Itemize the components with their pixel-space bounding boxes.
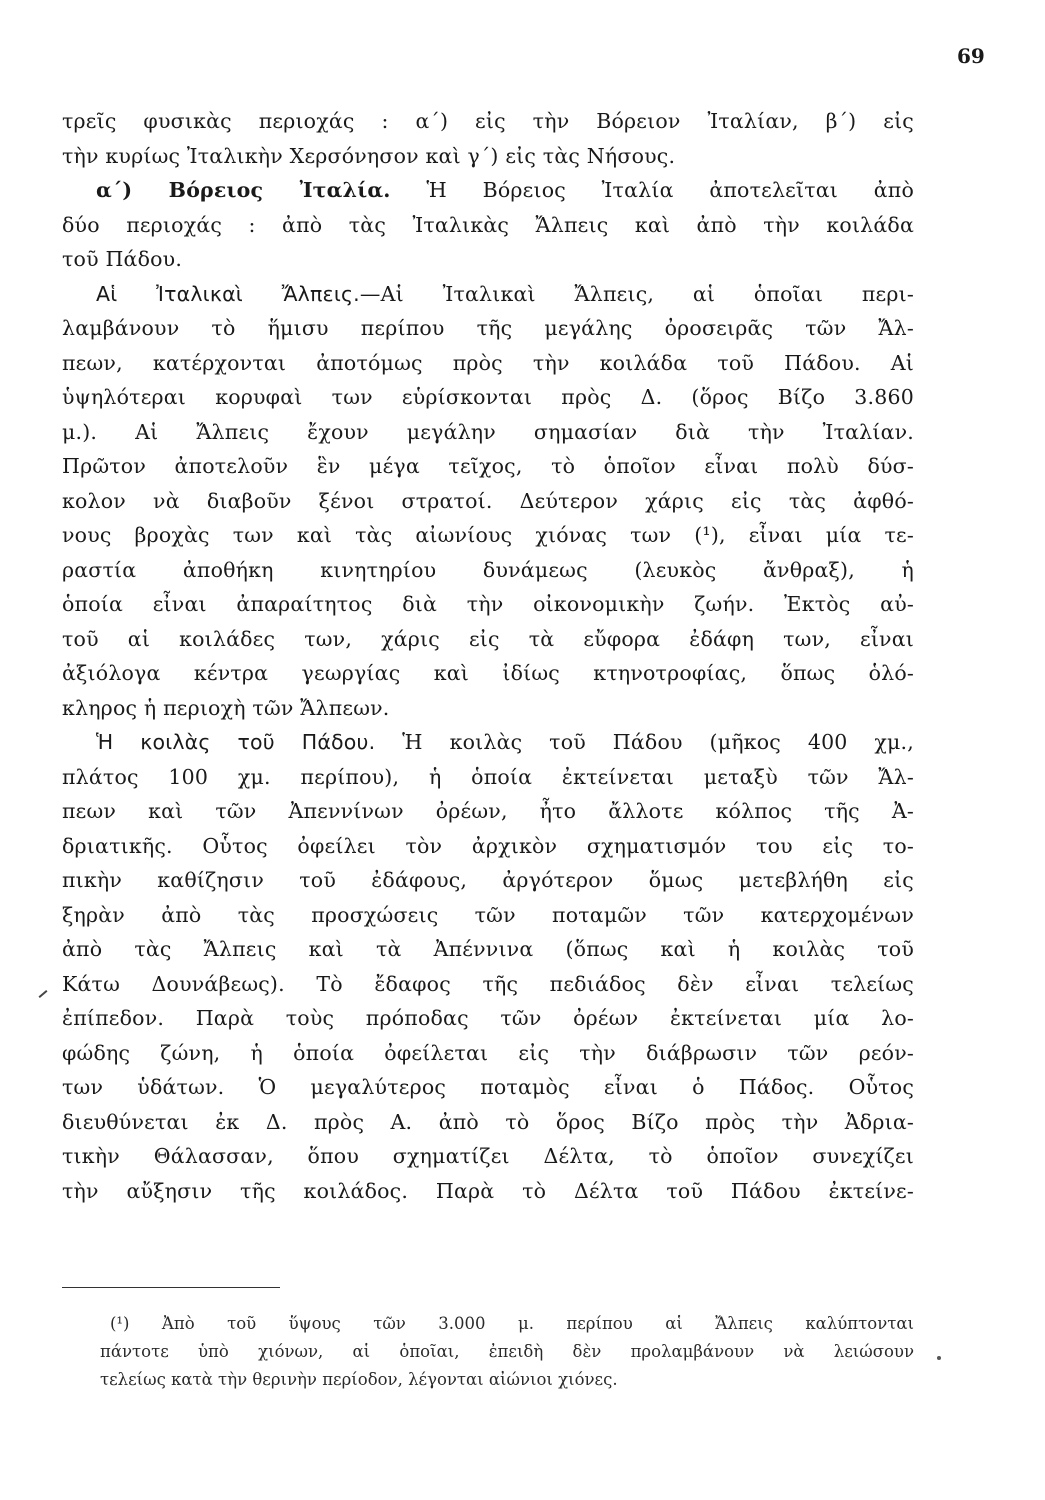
- body-text: [62, 104, 914, 1208]
- text-line: [62, 208, 914, 243]
- text-line: [62, 380, 914, 415]
- line-text: δύο περιοχάς : ἀπὸ τὰς Ἰταλικὰς Ἄλπεις καὶ ἀπὸ τὴν κοιλάδα: [62, 212, 914, 237]
- text-line: [62, 1001, 914, 1036]
- text-line: [62, 691, 914, 726]
- text-line: [62, 346, 914, 381]
- line-text: φώδης ζώνη, ἡ ὁποία ὀφείλεται εἰς τὴν διάβρωσιν τῶν ρεόν-: [62, 1040, 914, 1065]
- line-text: ἐπίπεδον. Παρὰ τοὺς πρόποδας τῶν ὀρέων ἐκτείνεται μία λο-: [62, 1006, 914, 1030]
- line-text: ραστία ἀποθήκη κινητηρίου δυνάμεως (λευκὸς ἄνθραξ), ἡ: [62, 557, 914, 582]
- print-mark: [39, 990, 48, 998]
- line-text: τικὴν Θάλασσαν, ὅπου σχηματίζει Δέλτα, τὸ ὁποῖον συνεχίζει: [62, 1144, 914, 1168]
- text-line: [62, 1036, 914, 1071]
- text-line: [62, 587, 914, 622]
- text-line: [62, 967, 914, 1002]
- line-text: πεων καὶ τῶν Ἀπεννίνων ὀρέων, ἦτο ἄλλοτε κόλπος τῆς Ἀ-: [62, 799, 914, 823]
- line-text: Ἡ Βόρειος Ἰταλία ἀποτελεῖται ἀπὸ: [390, 178, 914, 202]
- line-text: ὑψηλότεραι κορυφαὶ των εὑρίσκονται πρὸς Δ. (ὅρος Βίζο 3.860: [62, 385, 914, 409]
- footnote-line: [100, 1338, 914, 1366]
- line-text: διευθύνεται ἐκ Δ. πρὸς Α. ἀπὸ τὸ ὅρος Βίζο πρὸς τὴν Ἀδρια-: [62, 1109, 914, 1134]
- line-text: πικὴν καθίζησιν τοῦ ἐδάφους, ἀργότερον ὅμως μετεβλήθη εἰς: [62, 868, 914, 892]
- section-heading: Αἱ Ἰταλικαὶ Ἄλπεις.: [96, 281, 360, 306]
- line-text: Κάτω Δουνάβεως). Τὸ ἔδαφος τῆς πεδιάδος δὲν εἶναι τελείως: [62, 971, 914, 996]
- text-line: [62, 1070, 914, 1105]
- line-text: μ.). Αἱ Ἄλπεις ἔχουν μεγάλην σημασίαν διὰ τὴν Ἰταλίαν.: [62, 419, 914, 444]
- text-line: [62, 1139, 914, 1174]
- text-line: [62, 139, 914, 174]
- section-heading: Ἡ κοιλὰς τοῦ Πάδου.: [96, 730, 376, 754]
- line-text: Ἡ κοιλὰς τοῦ Πάδου (μῆκος 400 χμ.,: [375, 730, 914, 754]
- print-dot: [937, 1356, 941, 1360]
- text-line: [62, 829, 914, 864]
- text-line: [62, 863, 914, 898]
- text-line: [62, 173, 914, 208]
- footnote-line: [100, 1366, 914, 1394]
- line-text: πλάτος 100 χμ. περίπου), ἡ ὁποία ἐκτείνεται μεταξὺ τῶν Ἄλ-: [62, 764, 914, 789]
- line-text: τοῦ Πάδου.: [62, 247, 183, 271]
- text-line: [62, 449, 914, 484]
- footnote-divider: [62, 1287, 280, 1288]
- text-line: [62, 932, 914, 967]
- line-text: τὴν αὔξησιν τῆς κοιλάδος. Παρὰ τὸ Δέλτα τοῦ Πάδου ἐκτείνε-: [62, 1178, 914, 1203]
- line-text: —Αἱ Ἰταλικαὶ Ἄλπεις, αἱ ὁποῖαι περι-: [359, 281, 914, 306]
- line-text: νους βροχὰς των καὶ τὰς αἰωνίους χιόνας των (¹), εἶναι μία τε-: [62, 523, 914, 547]
- line-text: ὁποία εἶναι ἀπαραίτητος διὰ τὴν οἰκονομικὴν ζωήν. Ἐκτὸς αὐ-: [62, 592, 914, 616]
- line-text: τοῦ αἱ κοιλάδες των, χάρις εἰς τὰ εὔφορα ἐδάφη των, εἶναι: [62, 626, 914, 651]
- section-heading: α΄) Βόρειος Ἰταλία.: [96, 178, 391, 202]
- line-text: ἀξιόλογα κέντρα γεωργίας καὶ ἰδίως κτηνοτροφίας, ὅπως ὁλό-: [62, 661, 914, 685]
- line-text: (¹) Ἀπὸ τοῦ ὕψους τῶν 3.000 μ. περίπου αἱ Ἄλπεις καλύπτονται: [110, 1314, 914, 1333]
- text-line: [62, 518, 914, 553]
- text-line: [62, 1105, 914, 1140]
- footnotes: [100, 1310, 914, 1394]
- text-line: [62, 898, 914, 933]
- line-text: ξηρὰν ἀπὸ τὰς προσχώσεις τῶν ποταμῶν τῶν κατερχομένων: [62, 902, 914, 927]
- text-line: [62, 484, 914, 519]
- text-line: [62, 622, 914, 657]
- text-line: [62, 794, 914, 829]
- text-line: [62, 415, 914, 450]
- line-text: τελείως κατὰ τὴν θερινὴν περίοδον, λέγονται αἰώνιοι χιόνες.: [100, 1370, 618, 1389]
- line-text: ἀπὸ τὰς Ἄλπεις καὶ τὰ Ἀπέννινα (ὅπως καὶ ἡ κοιλὰς τοῦ: [62, 937, 914, 961]
- line-text: κολον νὰ διαβοῦν ξένοι στρατοί. Δεύτερον χάρις εἰς τὰς ἀφθό-: [62, 488, 914, 513]
- text-line: [62, 277, 914, 312]
- text-line: [62, 311, 914, 346]
- line-text: πεων, κατέρχονται ἀποτόμως πρὸς τὴν κοιλάδα τοῦ Πάδου. Αἱ: [62, 350, 914, 375]
- line-text: κληρος ἡ περιοχὴ τῶν Ἄλπεων.: [62, 695, 390, 720]
- text-line: [62, 553, 914, 588]
- text-line: [62, 656, 914, 691]
- page-number: 69: [957, 44, 985, 68]
- footnote-line: [100, 1310, 914, 1338]
- line-text: δριατικῆς. Οὗτος ὀφείλει τὸν ἀρχικὸν σχηματισμόν του εἰς το-: [62, 833, 914, 858]
- text-line: [62, 1174, 914, 1209]
- text-line: [62, 104, 914, 139]
- line-text: των ὑδάτων. Ὁ μεγαλύτερος ποταμὸς εἶναι ὁ Πάδος. Οὗτος: [62, 1075, 914, 1099]
- line-text: Πρῶτον ἀποτελοῦν ἓν μέγα τεῖχος, τὸ ὁποῖον εἶναι πολὺ δύσ-: [62, 454, 914, 478]
- line-text: τὴν κυρίως Ἰταλικὴν Χερσόνησον καὶ γ΄) εἰς τὰς Νήσους.: [62, 143, 676, 168]
- line-text: τρεῖς φυσικὰς περιοχάς : α΄) εἰς τὴν Βόρειον Ἰταλίαν, β΄) εἰς: [62, 109, 914, 133]
- text-line: [62, 760, 914, 795]
- line-text: λαμβάνουν τὸ ἥμισυ περίπου τῆς μεγάλης ὀροσειρᾶς τῶν Ἄλ-: [62, 316, 914, 340]
- line-text: πάντοτε ὑπὸ χιόνων, αἱ ὁποῖαι, ἐπειδὴ δὲν προλαμβάνουν νὰ λειώσουν: [100, 1342, 914, 1361]
- text-line: [62, 725, 914, 760]
- text-line: [62, 242, 914, 277]
